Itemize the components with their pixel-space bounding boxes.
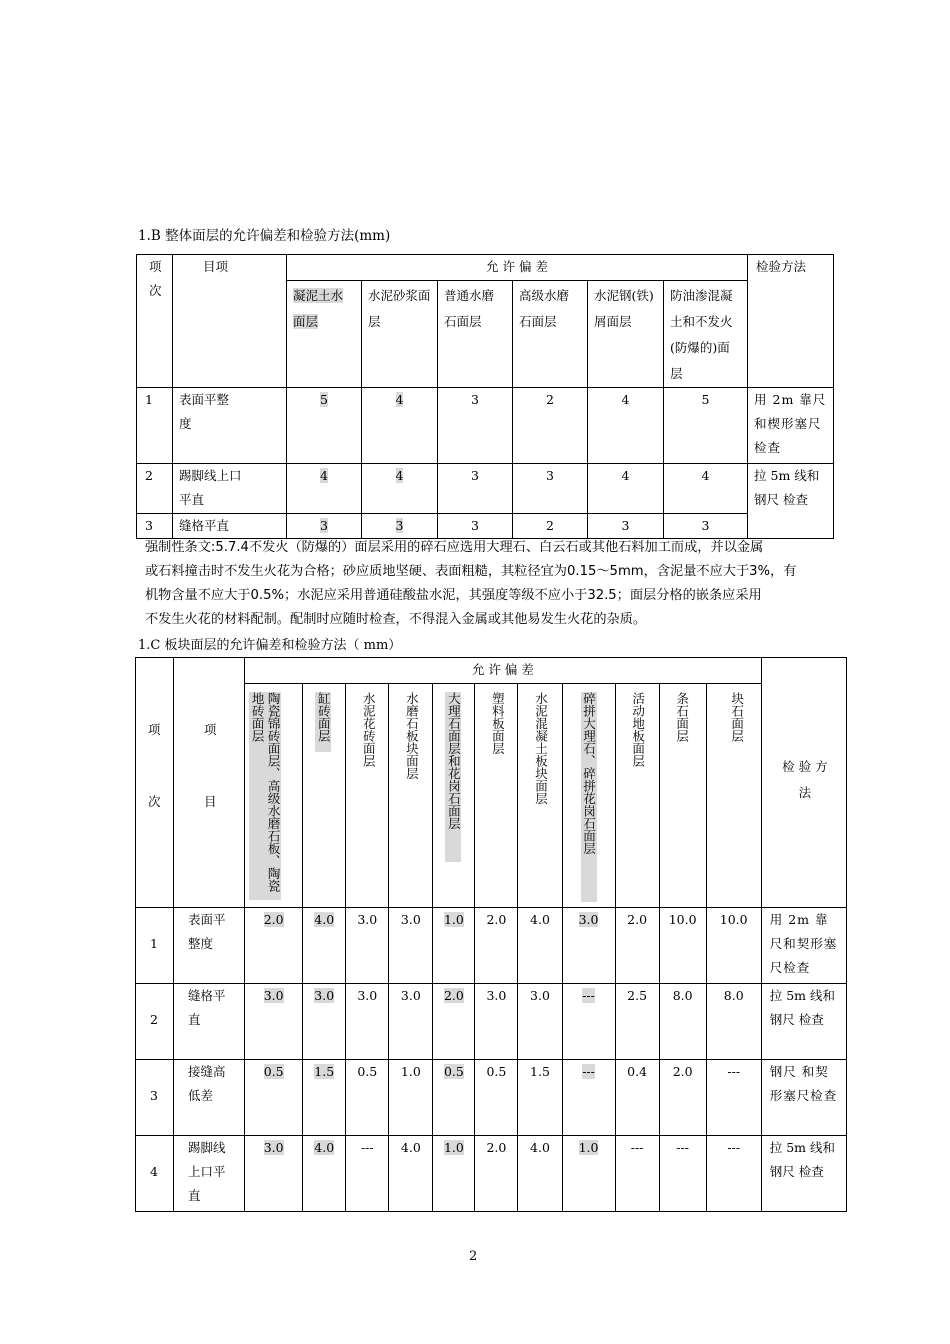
value-cell: --- <box>659 1136 706 1212</box>
method-header <box>761 658 846 908</box>
value-cell: 5 <box>664 388 748 464</box>
index-header-top: 项 <box>148 722 161 737</box>
row-item: 踢脚线上口平直 <box>174 1136 245 1212</box>
value-cell: 1.0 <box>562 1136 615 1212</box>
col-header: 碎拼大理石、碎拼花岗石面层 <box>562 684 615 908</box>
value-cell: 2.0 <box>475 908 518 984</box>
value-cell: 10.0 <box>659 908 706 984</box>
col-header: 水泥钢(铁)屑面层 <box>588 281 664 388</box>
index-header-bottom: 次 <box>149 283 162 298</box>
method-header-label: 检 验 方 法 <box>782 759 828 800</box>
value-cell: --- <box>706 1136 761 1212</box>
value-cell: 3.0 <box>389 908 433 984</box>
row-item: 踢脚线上口平直 <box>173 464 287 514</box>
item-header <box>174 658 245 908</box>
value-cell: 1.0 <box>433 1136 475 1212</box>
index-header <box>136 658 174 908</box>
value-cell: 4 <box>287 464 362 514</box>
col-header: 陶瓷锦砖面层、高级水磨石板、陶瓷地砖面层 <box>245 684 303 908</box>
value-cell: 4.0 <box>518 1136 562 1212</box>
value-cell: --- <box>615 1136 659 1212</box>
value-cell: 2.0 <box>245 908 303 984</box>
section-c-title: 1.C 板块面层的允许偏差和检验方法（ mm） <box>138 638 402 653</box>
col-header: 水磨石板块面层 <box>389 684 433 908</box>
item-header-label: 目项 <box>203 259 229 274</box>
deviation-group-header: 允 许 偏 差 <box>245 658 762 684</box>
row-no: 3 <box>137 514 173 539</box>
mandatory-line: 不发生火花的材料配制。配制时应随时检查，不得混入金属或其他易发生火花的杂质。 <box>145 612 647 627</box>
value-cell: 0.5 <box>475 1060 518 1136</box>
value-cell: 2.0 <box>615 908 659 984</box>
value-cell: 3.0 <box>303 984 346 1060</box>
value-cell: 8.0 <box>706 984 761 1060</box>
value-cell: 3 <box>438 514 513 539</box>
value-cell: 4.0 <box>389 1136 433 1212</box>
page-number: 2 <box>469 1249 478 1264</box>
value-cell: 3.0 <box>389 984 433 1060</box>
value-cell: 2 <box>513 514 588 539</box>
value-cell: 3.0 <box>346 908 389 984</box>
row-method: 用 2m 靠尺和楔形塞尺检查 <box>748 388 834 464</box>
value-cell: 3.0 <box>245 984 303 1060</box>
value-cell: 2.5 <box>615 984 659 1060</box>
value-cell: --- <box>346 1136 389 1212</box>
value-cell: 0.5 <box>245 1060 303 1136</box>
item-header <box>173 255 287 388</box>
value-cell: 1.5 <box>303 1060 346 1136</box>
value-cell: 3 <box>438 388 513 464</box>
value-cell: 4 <box>362 388 438 464</box>
value-cell: 3 <box>588 514 664 539</box>
value-cell: 4.0 <box>518 908 562 984</box>
row-no: 1 <box>136 908 174 984</box>
value-cell: 2.0 <box>433 984 475 1060</box>
value-cell: 3 <box>287 514 362 539</box>
value-cell: 4.0 <box>303 1136 346 1212</box>
value-cell: 2.0 <box>475 1136 518 1212</box>
item-header-top: 项 <box>204 722 217 737</box>
row-no: 2 <box>137 464 173 514</box>
value-cell: 2 <box>513 388 588 464</box>
section-c-table <box>135 657 847 1212</box>
value-cell: 2.0 <box>659 1060 706 1136</box>
value-cell: 3.0 <box>245 1136 303 1212</box>
value-cell: 3 <box>664 514 748 539</box>
col-header: 缸砖面层 <box>303 684 346 908</box>
row-method: 拉 5m 线和钢尺 检查 <box>761 1136 846 1212</box>
value-cell: 4 <box>664 464 748 514</box>
col-header: 水泥砂浆面层 <box>362 281 438 388</box>
deviation-group-header: 允 许 偏 差 <box>287 255 748 281</box>
row-method: 用 2m 靠尺和契形塞尺检查 <box>761 908 846 984</box>
value-cell: 4 <box>362 464 438 514</box>
row-no: 1 <box>137 388 173 464</box>
value-cell: 10.0 <box>706 908 761 984</box>
value-cell: 3.0 <box>346 984 389 1060</box>
row-item: 缝格平直 <box>174 984 245 1060</box>
row-no: 2 <box>136 984 174 1060</box>
index-header-top: 项 <box>149 259 162 274</box>
col-header: 活动地板面层 <box>615 684 659 908</box>
value-cell: 5 <box>287 388 362 464</box>
col-header: 水泥花砖面层 <box>346 684 389 908</box>
value-cell: 0.5 <box>346 1060 389 1136</box>
col-header: 水泥混凝土板块面层 <box>518 684 562 908</box>
row-item: 接缝高低差 <box>174 1060 245 1136</box>
col-header: 防油渗混凝土和不发火(防爆的)面层 <box>664 281 748 388</box>
col-header: 块石面层 <box>706 684 761 908</box>
mandatory-line: 或石料撞击时不发生火花为合格；砂应质地坚硬、表面粗糙，其粒径宜为0.15～5mm，含泥量不应大于3%，有 <box>145 564 797 579</box>
value-cell: 0.5 <box>433 1060 475 1136</box>
value-cell: 3 <box>513 464 588 514</box>
section-b-title: 1.B 整体面层的允许偏差和检验方法(mm) <box>138 228 391 244</box>
mandatory-line: 机物含量不应大于0.5%；水泥应采用普通硅酸盐水泥，其强度等级不应小于32.5；面层分格的嵌条应采用 <box>145 588 762 603</box>
value-cell: 4 <box>588 388 664 464</box>
row-method: 拉 5m 线和钢尺 检查 <box>748 464 834 539</box>
value-cell: 3.0 <box>562 908 615 984</box>
col-header: 大理石面层和花岗石面层 <box>433 684 475 908</box>
value-cell: --- <box>562 984 615 1060</box>
value-cell: 3.0 <box>518 984 562 1060</box>
value-cell: 8.0 <box>659 984 706 1060</box>
value-cell: 3 <box>362 514 438 539</box>
mandatory-line: 强制性条文:5.7.4不发火（防爆的）面层采用的碎石应选用大理石、白云石或其他石料加工而成，并以金属 <box>145 540 764 555</box>
section-b-table <box>136 254 834 539</box>
value-cell: 3.0 <box>475 984 518 1060</box>
value-cell: 4.0 <box>303 908 346 984</box>
row-method: 钢尺 和契形塞尺检查 <box>761 1060 846 1136</box>
item-header-bottom: 目 <box>204 794 217 809</box>
row-item: 表面平整度 <box>174 908 245 984</box>
row-no: 3 <box>136 1060 174 1136</box>
method-header: 检验方法 <box>748 255 834 388</box>
col-header: 塑料板面层 <box>475 684 518 908</box>
col-header: 凝泥土水面层 <box>287 281 362 388</box>
value-cell: 1.0 <box>389 1060 433 1136</box>
col-header: 高级水磨石面层 <box>513 281 588 388</box>
value-cell: 1.5 <box>518 1060 562 1136</box>
value-cell: 3 <box>438 464 513 514</box>
value-cell: 1.0 <box>433 908 475 984</box>
col-header: 条石面层 <box>659 684 706 908</box>
row-method: 拉 5m 线和钢尺 检查 <box>761 984 846 1060</box>
value-cell: --- <box>706 1060 761 1136</box>
mandatory-clause <box>145 536 825 632</box>
row-no: 4 <box>136 1136 174 1212</box>
value-cell: 0.4 <box>615 1060 659 1136</box>
index-header <box>137 255 173 388</box>
row-item: 缝格平直 <box>173 514 287 539</box>
row-item: 表面平整度 <box>173 388 287 464</box>
col-header: 普通水磨石面层 <box>438 281 513 388</box>
index-header-bottom: 次 <box>148 794 161 809</box>
value-cell: --- <box>562 1060 615 1136</box>
value-cell: 4 <box>588 464 664 514</box>
